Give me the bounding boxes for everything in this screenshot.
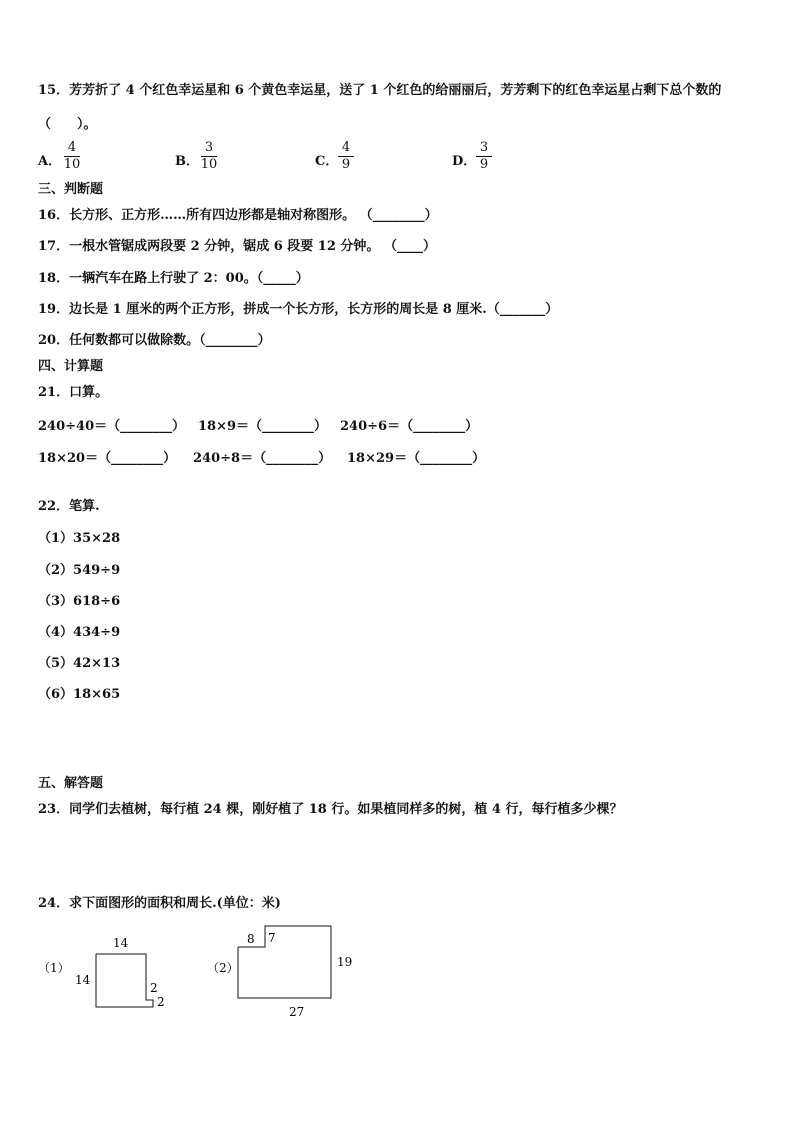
figure1-shape <box>96 954 153 1007</box>
section-heading-judge: 三、判断题 <box>38 182 104 197</box>
fraction-numerator: 4 <box>341 140 351 155</box>
q15-option-d-fraction <box>475 140 493 173</box>
fraction-denominator: 10 <box>200 157 218 172</box>
figure1-notch-vertical: 2 <box>150 981 158 995</box>
figure1-notch-horizontal: 2 <box>157 995 165 1009</box>
judge-item-20: 20．任何数都可以做除数。（________） <box>38 333 271 348</box>
fraction-denominator: 9 <box>479 157 489 172</box>
mental-calc-item: 240÷8＝（________） <box>193 451 332 466</box>
q23-text: 23．同学们去植树，每行植 24 棵，刚好植了 18 行。如果植同样多的树，植 4 行，每行植多少棵？ <box>38 802 623 817</box>
figure2-bottom-length: 27 <box>289 1005 305 1019</box>
q15-option-c-label: C． <box>315 154 339 169</box>
mental-calc-item: 240÷40＝（________） <box>38 419 186 434</box>
fraction-denominator: 9 <box>341 157 351 172</box>
q15-option-d-label: D． <box>452 154 477 169</box>
fraction-numerator: 3 <box>204 140 214 155</box>
q15-paren: （ ）。 <box>38 117 97 132</box>
written-calc-item: （6）18×65 <box>38 687 121 702</box>
written-calc-item: （3）618÷6 <box>38 594 121 609</box>
judge-item-16: 16．长方形、正方形……所有四边形都是轴对称图形。 （________） <box>38 208 438 223</box>
figure1-top-length: 14 <box>113 936 129 950</box>
judge-item-17: 17．一根水管锯成两段要 2 分钟，锯成 6 段要 12 分钟。 （____） <box>38 239 436 254</box>
judge-item-19: 19．边长是 1 厘米的两个正方形，拼成一个长方形，长方形的周长是 8 厘米.（_______） <box>38 302 559 317</box>
mental-calc-item: 18×9＝（________） <box>198 419 328 434</box>
q15-stem: 15．芳芳折了 4 个红色幸运星和 6 个黄色幸运星，送了 1 个红色的给丽丽后，芳芳剩下的红色幸运星占剩下总个数的 <box>38 83 722 98</box>
q24-title: 24．求下面图形的面积和周长.(单位：米) <box>38 896 281 911</box>
q22-title: 22．笔算. <box>38 499 100 514</box>
fraction-numerator: 3 <box>479 140 489 155</box>
q15-option-b-fraction <box>200 140 218 173</box>
mental-calc-item: 240÷6＝（________） <box>340 419 479 434</box>
written-calc-item: （2）549÷9 <box>38 563 121 578</box>
fraction-denominator: 10 <box>63 157 81 172</box>
figure2-right-length: 19 <box>337 955 353 969</box>
q15-option-b-label: B． <box>175 154 199 169</box>
figure2-notch-vertical: 8 <box>247 932 255 946</box>
mental-calc-item: 18×20＝（________） <box>38 451 177 466</box>
q15-option-a-fraction <box>63 140 81 173</box>
mental-calc-item: 18×29＝（________） <box>347 451 486 466</box>
figure1-label: （1） <box>38 961 70 975</box>
section-heading-solve: 五、解答题 <box>38 776 104 791</box>
fraction-numerator: 4 <box>67 140 77 155</box>
q15-option-c-fraction <box>337 140 355 173</box>
judge-item-18: 18．一辆汽车在路上行驶了 2：00。（_____） <box>38 271 309 286</box>
figure2-notch-horizontal: 7 <box>268 931 276 945</box>
q24-figures <box>0 920 794 1040</box>
written-calc-item: （5）42×13 <box>38 656 121 671</box>
written-calc-item: （1）35×28 <box>38 531 121 546</box>
q15-option-a-label: A． <box>38 154 62 169</box>
written-calc-item: （4）434÷9 <box>38 625 121 640</box>
figure2-label: （2） <box>207 961 239 975</box>
q21-title: 21．口算。 <box>38 385 109 400</box>
figure1-left-length: 14 <box>75 973 91 987</box>
section-heading-calc: 四、计算题 <box>38 359 104 374</box>
